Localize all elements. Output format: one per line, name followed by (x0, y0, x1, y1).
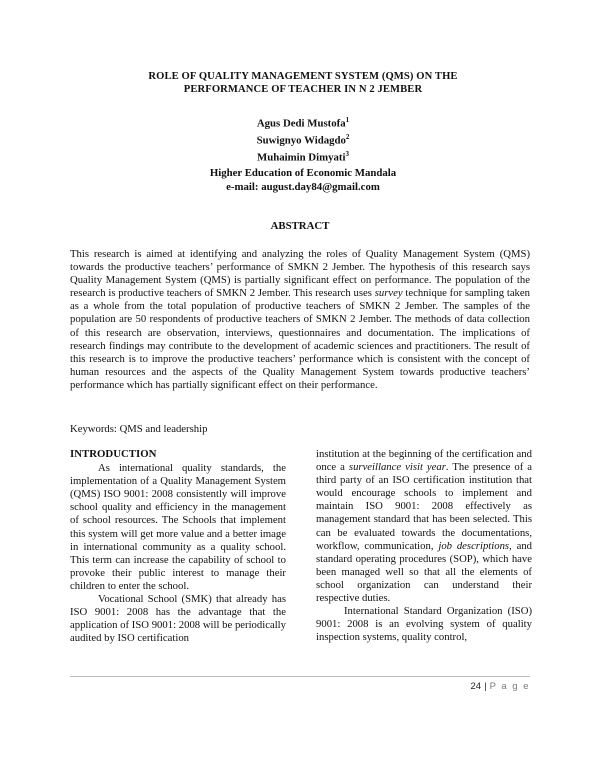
right-p1-part-b: . The presence of a third party of an ISO certification institution that would encourage schools to implement and maintain ISO 9001: 2008 effectively as management standard that has been selected. This can be evaluated towards the documentations, workflow, communication, (316, 461, 532, 552)
abstract-survey-term: survey (374, 287, 403, 300)
author-list (68, 114, 538, 165)
footer-separator: | (484, 681, 487, 692)
affiliation-block (68, 167, 538, 194)
affiliation: Higher Education of Economic Mandala (209, 167, 397, 179)
abstract-heading: ABSTRACT (270, 220, 330, 232)
right-p1-part-c: , and standard operating procedures (SOP), which have been managed well so that all the elements of school organization can understand their respective duties. (316, 539, 533, 605)
author-name: Suwignyo Widagdo (256, 134, 346, 147)
page-number: 24 (470, 681, 482, 692)
footer-rule (70, 676, 530, 677)
introduction-heading: INTRODUCTION (70, 448, 157, 460)
page-footer (330, 681, 530, 692)
email: e-mail: august.day84@gmail.com (226, 180, 380, 193)
page-word: P a g e (489, 681, 530, 692)
author-1 (68, 114, 538, 131)
intro-paragraph-2: Vocational School (SMK) that already has ISO 9001: 2008 has the advantage that the application of ISO 9001: 2008 will be periodically audited by ISO certification (70, 593, 286, 645)
title-line-2: PERFORMANCE OF TEACHER IN N 2 JEMBER (183, 84, 423, 95)
abstract-part-1: This research is aimed at identifying and analyzing the roles of Quality Management System (QMS) towards the productive teachers’ performance of SMKN 2 Jember. The hypothesis of this research says Quality Management System (QMS) is partially significant effect on performance. The population of the research is productive teachers of SMKN 2 Jember. This research uses (70, 248, 530, 300)
right-p1-emphasis-2: job descriptions (438, 539, 510, 552)
right-p1-part-a: institution at the beginning of the certification and once a (316, 448, 532, 474)
abstract-text (70, 248, 530, 392)
paper-title (68, 70, 538, 96)
author-3 (68, 148, 538, 165)
intro-paragraph-1: As international quality standards, the implementation of a Quality Management System (QMS) ISO 9001: 2008 consistently will improve school quality and efficiency in the management of school resources. The Schools that implement this system will get more value and a better image in international community as a quality school. This term can increase the capability of school to provoke their public interest to manage their children to enter the school. (70, 462, 286, 592)
author-name: Agus Dedi Mustofa (256, 117, 346, 130)
abstract-part-2: technique for sampling taken as a whole from the total population of productive teachers of SMKN 2 Jember. The samples of the population are 50 respondents of productive teachers of SMKN 2 Jember. The methods of data collection of this research are observation, interviews, questionnaires and documentation. The implications of research findings may contribute to the development of academic sciences and practitioners. The result of this research is to improve the productive teachers’ performance which is consistent with the concept of human resources and the aspects of the Quality Management System towards productive teachers’ performance which has partially significant effect on their performance. (70, 287, 530, 391)
right-p1-emphasis-1: surveillance visit year (348, 461, 446, 474)
right-paragraph-1 (316, 448, 532, 605)
left-column (70, 448, 286, 645)
title-line-1: ROLE OF QUALITY MANAGEMENT SYSTEM (QMS) ON THE (148, 71, 458, 82)
author-mark: 3 (345, 150, 349, 159)
author-mark: 2 (345, 133, 350, 142)
right-paragraph-2: International Standard Organization (ISO) 9001: 2008 is an evolving system of quality inspection systems, quality control, (316, 605, 532, 644)
author-mark: 1 (345, 116, 350, 124)
author-2 (68, 131, 538, 148)
author-name: Muhaimin Dimyati (257, 151, 346, 164)
right-column (316, 448, 532, 644)
keywords: Keywords: QMS and leadership (70, 423, 208, 435)
